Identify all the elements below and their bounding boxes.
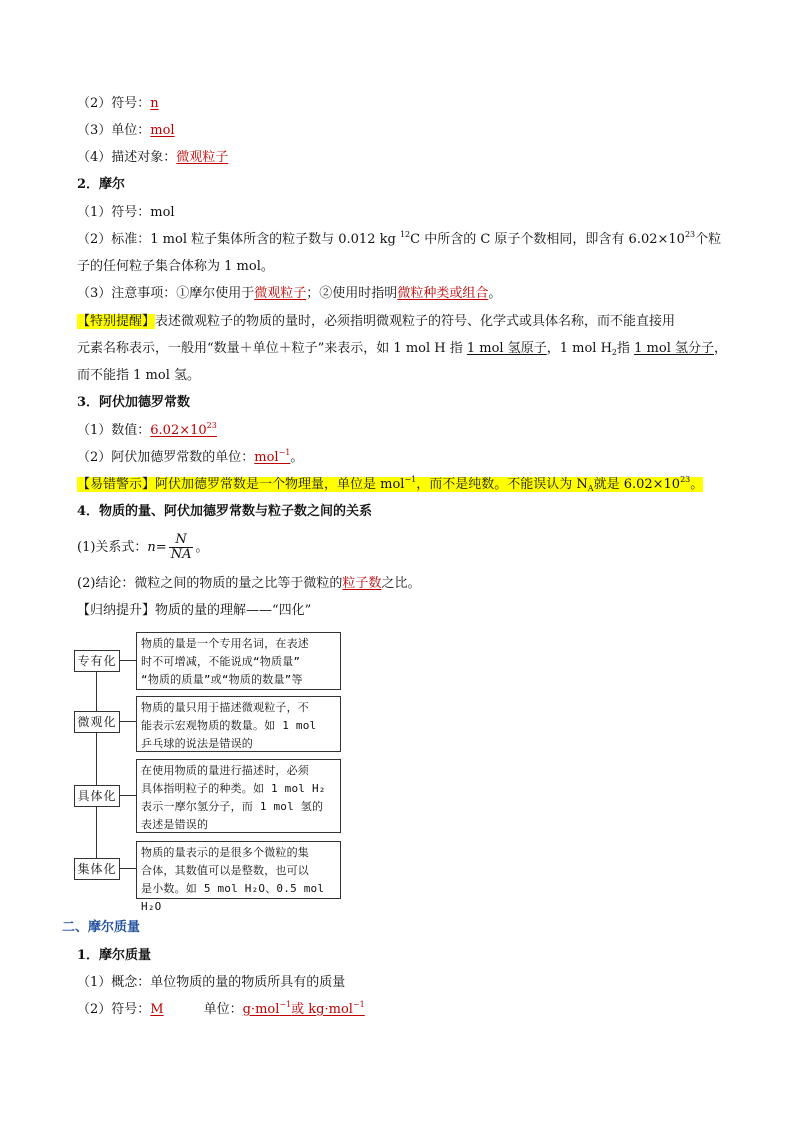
- superscript: −1: [279, 1000, 292, 1009]
- box-microscopic: [136, 696, 341, 752]
- label-microscopic: 微观化: [74, 711, 120, 733]
- warning-tag: 【易错警示】: [77, 477, 156, 492]
- heading-molar-mass: 1．摩尔质量: [77, 948, 152, 963]
- connector-vertical: [96, 670, 97, 862]
- text-span: 表述微观粒子的物质的量时，必须指明微观粒子的符号、化学式或具体名称，而不能直接用: [155, 314, 676, 329]
- unit-line: [77, 121, 175, 141]
- object-line: [77, 148, 228, 168]
- concept-line: （1）概念：单位物质的量的物质所具有的质量: [77, 975, 346, 990]
- superscript: 23: [680, 475, 691, 484]
- unit-value: mol: [150, 123, 175, 138]
- answer-span: 6.02×10: [150, 423, 207, 438]
- mole-notes-line: [77, 284, 501, 304]
- connector-h3: [118, 795, 136, 796]
- box-line: 是小数。如 5 mol H₂O、0.5 mol H₂O: [141, 882, 325, 913]
- avogadro-unit-line: [77, 448, 303, 468]
- label-collective: 集体化: [74, 858, 120, 880]
- text-span: ，而不是纯数。不能误认为 N: [416, 477, 588, 492]
- special-reminder-line: [77, 312, 675, 332]
- box-specialization: [136, 632, 341, 690]
- box-line: 物质的量表示的是很多个微粒的集: [141, 846, 309, 859]
- reminder-tag: 【特别提醒】: [77, 314, 156, 329]
- summary-heading: 【归纳提升】物质的量的理解——“四化”: [77, 603, 312, 618]
- reminder-end-line: 而不能指 1 mol 氢。: [77, 368, 200, 383]
- answer-span: mol: [254, 450, 279, 465]
- text-span: ；②使用时指明: [306, 286, 398, 301]
- formula-variable: n: [147, 540, 156, 555]
- symbol-label: （2）符号：: [77, 96, 151, 111]
- object-label: （4）描述对象：: [77, 150, 177, 165]
- box-line: “物质的质量”或“物质的数量”等: [141, 673, 303, 686]
- reminder-cont-line: [77, 339, 727, 359]
- text-span: 。: [690, 477, 704, 492]
- unit-label: （3）单位：: [77, 123, 151, 138]
- text-span: 指: [617, 341, 635, 356]
- superscript: 12: [399, 230, 411, 239]
- box-line: 具体指明粒子的种类。如 1 mol H₂: [141, 782, 326, 795]
- mole-symbol-line: （1）符号：mol: [77, 205, 175, 220]
- mole-standard-line: [77, 230, 721, 250]
- superscript: −1: [404, 475, 417, 484]
- box-line: 时不可增减，不能说成“物质量”: [141, 655, 301, 668]
- text-span: 之比。: [381, 576, 421, 591]
- mole-standard-cont: 子的任何粒子集合体称为 1 mol。: [77, 259, 274, 274]
- conclusion-line: [77, 574, 420, 594]
- text-span: 阿伏加德罗常数是一个物理量，单位是: [155, 477, 381, 492]
- superscript: 23: [684, 230, 696, 239]
- heading-relationship: 4．物质的量、阿伏加德罗常数与粒子数之间的关系: [77, 504, 373, 519]
- superscript: 23: [206, 421, 217, 430]
- error-warning-line: [77, 475, 703, 495]
- answer-span: g·mol: [242, 1002, 280, 1017]
- text-span: mol: [380, 477, 405, 492]
- text-span: ，: [714, 341, 728, 356]
- avogadro-value-line: [77, 421, 217, 441]
- answer-span: 或 kg·mol: [291, 1002, 353, 1017]
- text-span: （1）数值：: [77, 423, 151, 438]
- text-span: 就是 6.02×10: [593, 477, 681, 492]
- text-span: （2）标准：1 mol 粒子集体所含的粒子数与 0.012 kg: [77, 232, 400, 247]
- section-molar-mass: 二、摩尔质量: [62, 920, 141, 935]
- connector-h1: [118, 660, 136, 661]
- subscript: A: [587, 484, 594, 493]
- text-span: C 中所含的 C 原子个数相同，即含有 6.02×10: [410, 232, 685, 247]
- object-value: 微观粒子: [176, 150, 229, 165]
- text-span: (2)结论：微粒之间的物质的量之比等于微粒的: [77, 576, 343, 591]
- superscript: −1: [352, 1000, 365, 1009]
- box-line: 表示一摩尔氢分子，而 1 mol 氢的: [141, 800, 324, 813]
- superscript: −1: [278, 448, 291, 457]
- box-line: 合体，其数值可以是整数，也可以: [141, 864, 309, 877]
- box-line: 能表示宏观物质的数量。如 1 mol: [141, 719, 317, 732]
- numerator: N: [175, 532, 187, 547]
- text-span: （2）阿伏加德罗常数的单位：: [77, 450, 255, 465]
- box-concrete: [136, 759, 341, 833]
- answer-span: M: [150, 1002, 164, 1017]
- box-line: 表述是错误的: [141, 818, 209, 831]
- symbol-value: n: [150, 96, 159, 111]
- box-line: 物质的量只用于描述微观粒子，不: [141, 701, 309, 714]
- text-span: 。: [488, 286, 502, 301]
- formula-line: [77, 530, 208, 566]
- text-span: (1)关系式：: [77, 540, 148, 555]
- text-span: （3）注意事项：①摩尔使用于: [77, 286, 255, 301]
- text-span: 。: [195, 540, 209, 555]
- text-span: =: [155, 540, 167, 555]
- text-span: ，1 mol H: [546, 341, 612, 356]
- label-specialization: 专有化: [74, 650, 120, 672]
- symbol-line: [77, 94, 159, 114]
- answer-span: 微粒种类或组合: [397, 286, 489, 301]
- text-span: 。: [290, 450, 304, 465]
- connector-h4: [118, 868, 136, 869]
- answer-span: 微观粒子: [254, 286, 307, 301]
- connector-h2: [118, 721, 136, 722]
- text-span: 个粒: [695, 232, 722, 247]
- box-line: 在使用物质的量进行描述时，必须: [141, 764, 309, 777]
- label-concrete: 具体化: [74, 785, 120, 807]
- box-collective: [136, 841, 341, 913]
- box-line: 物质的量是一个专用名词，在表述: [141, 637, 309, 650]
- text-span: 单位：: [203, 1002, 243, 1017]
- heading-avogadro: 3．阿伏加德罗常数: [77, 395, 191, 410]
- molar-mass-symbol-line: [77, 1000, 365, 1020]
- box-line: 乒乓球的说法是错误的: [141, 737, 253, 750]
- heading-mole: 2．摩尔: [77, 177, 126, 192]
- subscript: 2: [611, 348, 618, 357]
- text-span: 元素名称表示，一般用“数量＋单位＋粒子”来表示，如 1 mol H 指: [77, 341, 467, 356]
- denominator: NA: [170, 547, 192, 562]
- formula-fraction: [169, 533, 194, 562]
- text-span: （2）符号：: [77, 1002, 151, 1017]
- underlined-span: 1 mol 氢分子: [634, 341, 715, 356]
- underlined-span: 1 mol 氢原子: [466, 341, 547, 356]
- answer-span: 粒子数: [342, 576, 382, 591]
